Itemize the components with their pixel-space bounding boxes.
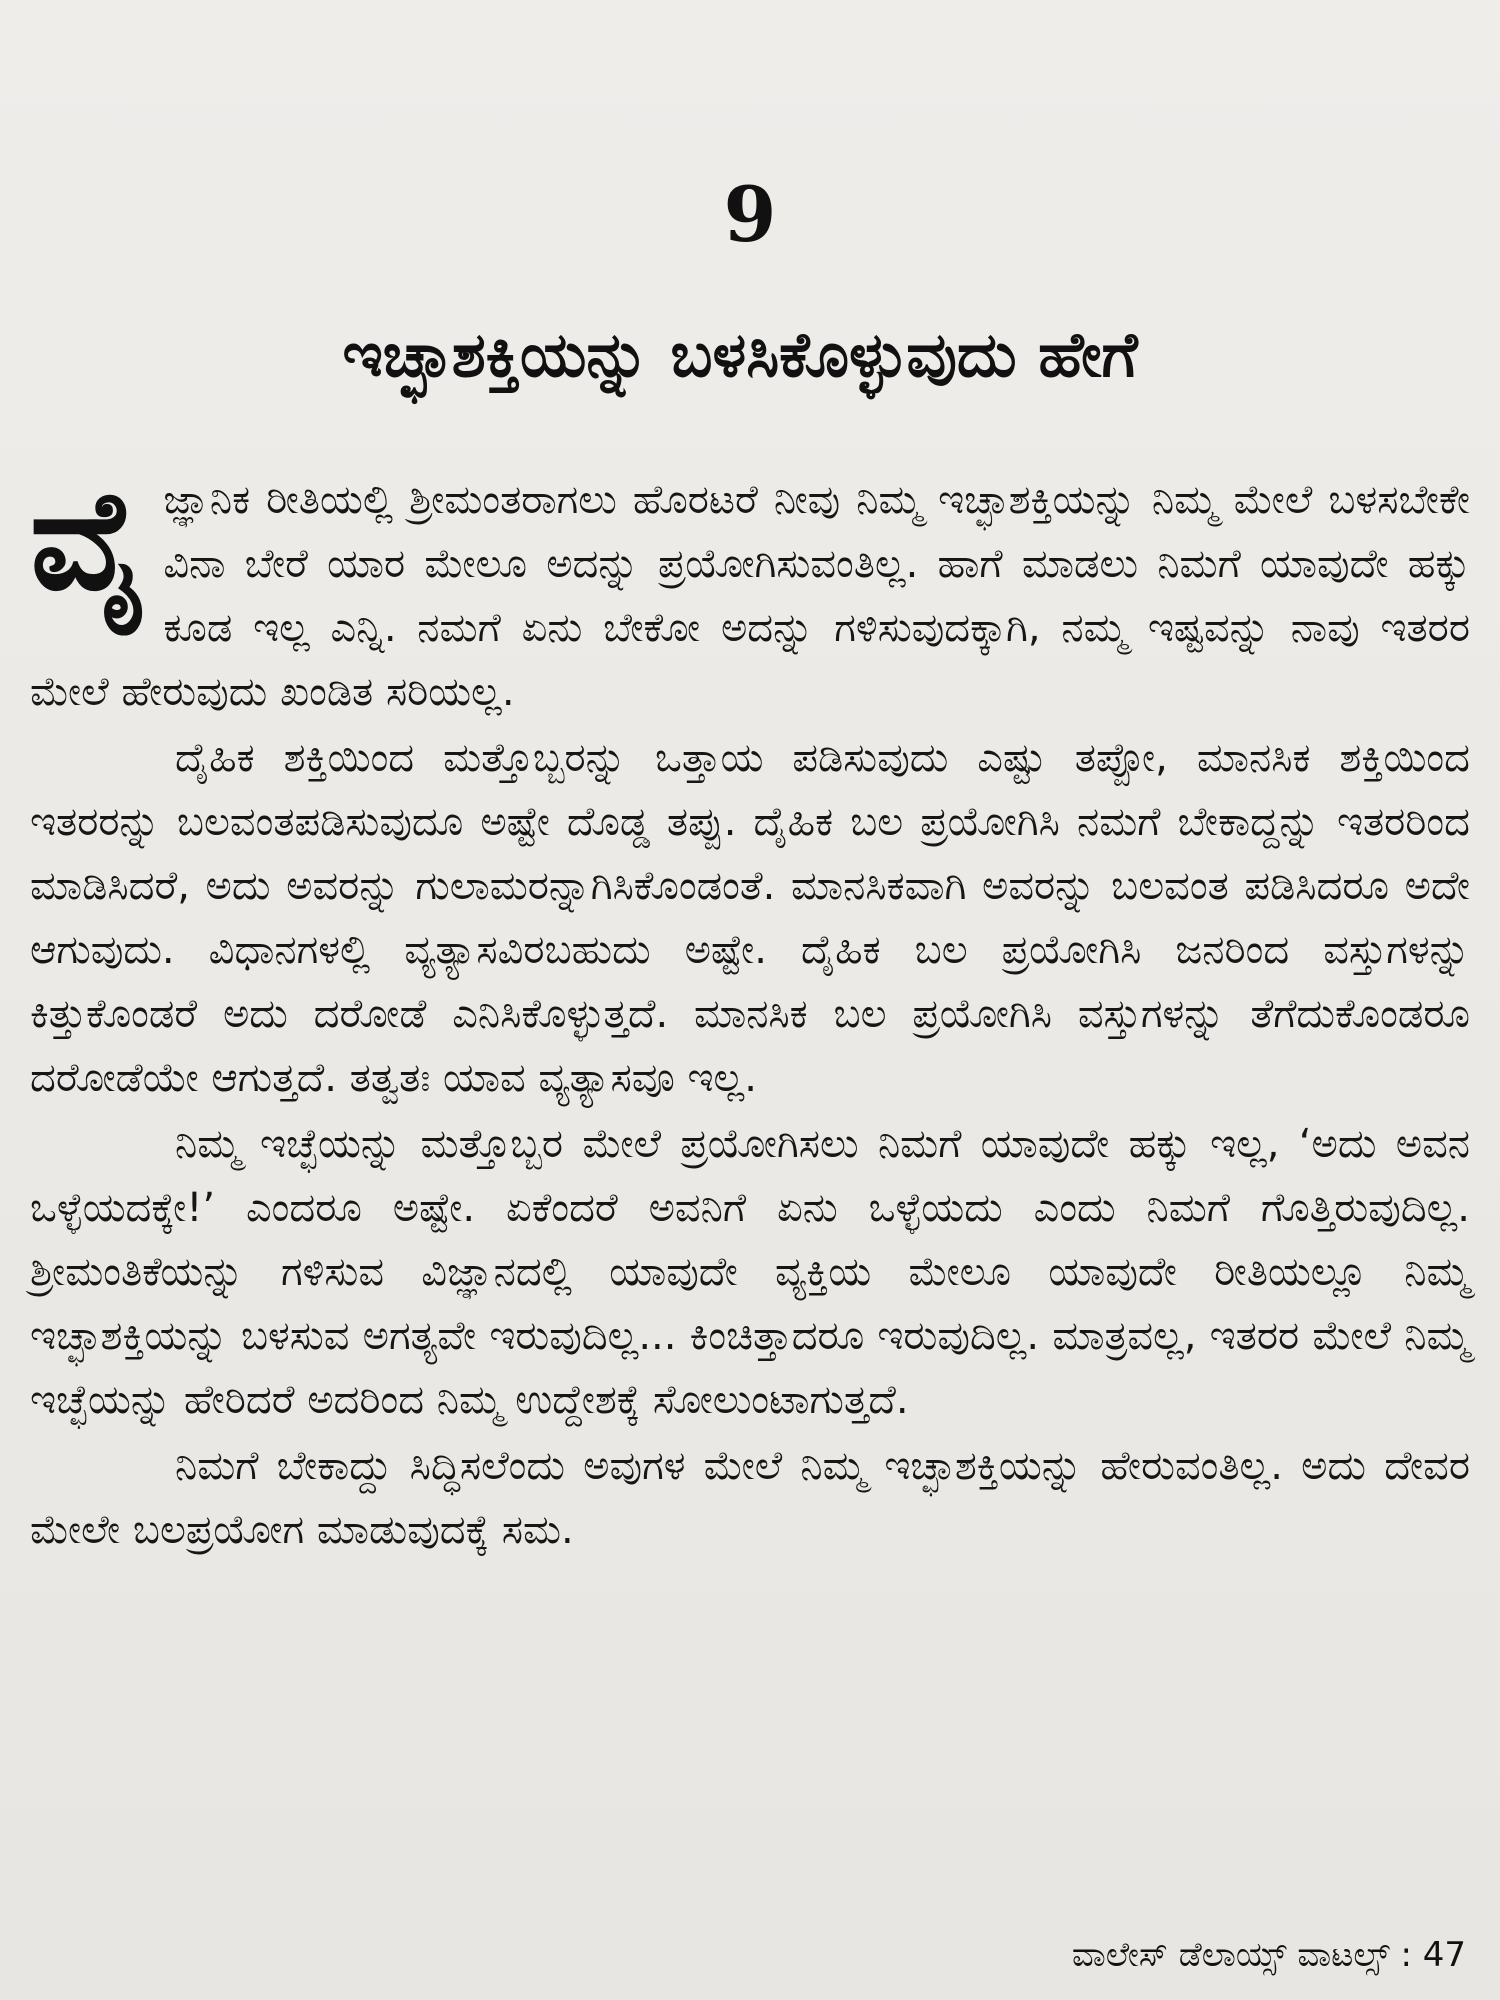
chapter-title: ಇಚ್ಛಾಶಕ್ತಿಯನ್ನು ಬಳಸಿಕೊಳ್ಳುವುದು ಹೇಗೆ xyxy=(342,318,1138,391)
drop-cap: ವೈ xyxy=(30,460,148,621)
paragraph-3 xyxy=(30,1112,1470,1432)
chapter-body xyxy=(30,460,1470,1564)
paragraph-4 xyxy=(30,1434,1470,1562)
paragraph-2-text: ದೈಹಿಕ ಶಕ್ತಿಯಿಂದ ಮತ್ತೊಬ್ಬರನ್ನು ಒತ್ತಾಯ ಪಡಿಸುವುದು ಎಷ್ಟು ತಪ್ಪೋ, ಮಾನಸಿಕ ಶಕ್ತಿಯಿಂದ ಇತರರನ್ನು ಬಲವಂತಪಡಿಸುವುದೂ ಅಷ್ಟೇ ದೊಡ್ಡ ತಪ್ಪು. ದೈಹಿಕ ಬಲ ಪ್ರಯೋಗಿಸಿ ನಮಗೆ ಬೇಕಾದ್ದನ್ನು ಇತರರಿಂದ ಮಾಡಿಸಿದರೆ, ಅದು ಅವರನ್ನು ಗುಲಾಮರನ್ನಾಗಿಸಿಕೊಂಡಂತೆ. ಮಾನಸಿಕವಾಗಿ ಅವರನ್ನು ಬಲವಂತ ಪಡಿಸಿದರೂ ಅದೇ ಆಗುವುದು. ವಿಧಾನಗಳಲ್ಲಿ ವ್ಯತ್ಯಾಸವಿರಬಹುದು ಅಷ್ಟೇ. ದೈಹಿಕ ಬಲ ಪ್ರಯೋಗಿಸಿ ಜನರಿಂದ ವಸ್ತುಗಳನ್ನು ಕಿತ್ತುಕೊಂಡರೆ ಅದು ದರೋಡೆ ಎನಿಸಿಕೊಳ್ಳುತ್ತದೆ. ಮಾನಸಿಕ ಬಲ ಪ್ರಯೋಗಿಸಿ ವಸ್ತುಗಳನ್ನು ತೆಗೆದುಕೊಂಡರೂ ದರೋಡೆಯೇ ಆಗುತ್ತದೆ. ತತ್ವತಃ ಯಾವ ವ್ಯತ್ಯಾಸವೂ ಇಲ್ಲ. xyxy=(30,735,1470,1101)
paragraph-2 xyxy=(30,726,1470,1110)
page-footer: ವಾಲೇಸ್ ಡೆಲಾಯ್ಸ್ ವಾಟಲ್ಸ್ : 47 xyxy=(1071,1935,1466,1975)
chapter-number: 9 xyxy=(723,170,777,259)
paragraph-1 xyxy=(30,460,1470,724)
bleed-through-texture xyxy=(28,18,1458,138)
paragraph-1-text: ಜ್ಞಾನಿಕ ರೀತಿಯಲ್ಲಿ ಶ್ರೀಮಂತರಾಗಲು ಹೊರಟರೆ ನೀವು ನಿಮ್ಮ ಇಚ್ಛಾಶಕ್ತಿಯನ್ನು ನಿಮ್ಮ ಮೇಲೆ ಬಳಸಬೇಕೇ ವಿನಾ ಬೇರೆ ಯಾರ ಮೇಲೂ ಅದನ್ನು ಪ್ರಯೋಗಿಸುವಂತಿಲ್ಲ. ಹಾಗೆ ಮಾಡಲು ನಿಮಗೆ ಯಾವುದೇ ಹಕ್ಕು ಕೂಡ ಇಲ್ಲ ಎನ್ನಿ. ನಮಗೆ ಏನು ಬೇಕೋ ಅದನ್ನು ಗಳಿಸುವುದಕ್ಕಾಗಿ, ನಮ್ಮ ಇಷ್ಟವನ್ನು ನಾವು ಇತರರ ಮೇಲೆ ಹೇರುವುದು ಖಂಡಿತ ಸರಿಯಲ್ಲ. xyxy=(30,477,1470,715)
paragraph-4-text: ನಿಮಗೆ ಬೇಕಾದ್ದು ಸಿದ್ಧಿಸಲೆಂದು ಅವುಗಳ ಮೇಲೆ ನಿಮ್ಮ ಇಚ್ಛಾಶಕ್ತಿಯನ್ನು ಹೇರುವಂತಿಲ್ಲ. ಅದು ದೇವರ ಮೇಲೇ ಬಲಪ್ರಯೋಗ ಮಾಡುವುದಕ್ಕೆ ಸಮ. xyxy=(30,1443,1470,1553)
paragraph-3-text: ನಿಮ್ಮ ಇಚ್ಛೆಯನ್ನು ಮತ್ತೊಬ್ಬರ ಮೇಲೆ ಪ್ರಯೋಗಿಸಲು ನಿಮಗೆ ಯಾವುದೇ ಹಕ್ಕು ಇಲ್ಲ, ‘ಅದು ಅವನ ಒಳ್ಳೆಯದಕ್ಕೇ!’ ಎಂದರೂ ಅಷ್ಟೇ. ಏಕೆಂದರೆ ಅವನಿಗೆ ಏನು ಒಳ್ಳೆಯದು ಎಂದು ನಿಮಗೆ ಗೊತ್ತಿರುವುದಿಲ್ಲ. ಶ್ರೀಮಂತಿಕೆಯನ್ನು ಗಳಿಸುವ ವಿಜ್ಞಾನದಲ್ಲಿ ಯಾವುದೇ ವ್ಯಕ್ತಿಯ ಮೇಲೂ ಯಾವುದೇ ರೀತಿಯಲ್ಲೂ ನಿಮ್ಮ ಇಚ್ಛಾಶಕ್ತಿಯನ್ನು ಬಳಸುವ ಅಗತ್ಯವೇ ಇರುವುದಿಲ್ಲ... ಕಿಂಚಿತ್ತಾದರೂ ಇರುವುದಿಲ್ಲ. ಮಾತ್ರವಲ್ಲ, ಇತರರ ಮೇಲೆ ನಿಮ್ಮ ಇಚ್ಛೆಯನ್ನು ಹೇರಿದರೆ ಅದರಿಂದ ನಿಮ್ಮ ಉದ್ದೇಶಕ್ಕೆ ಸೋಲುಂಟಾಗುತ್ತದೆ. xyxy=(30,1121,1470,1423)
